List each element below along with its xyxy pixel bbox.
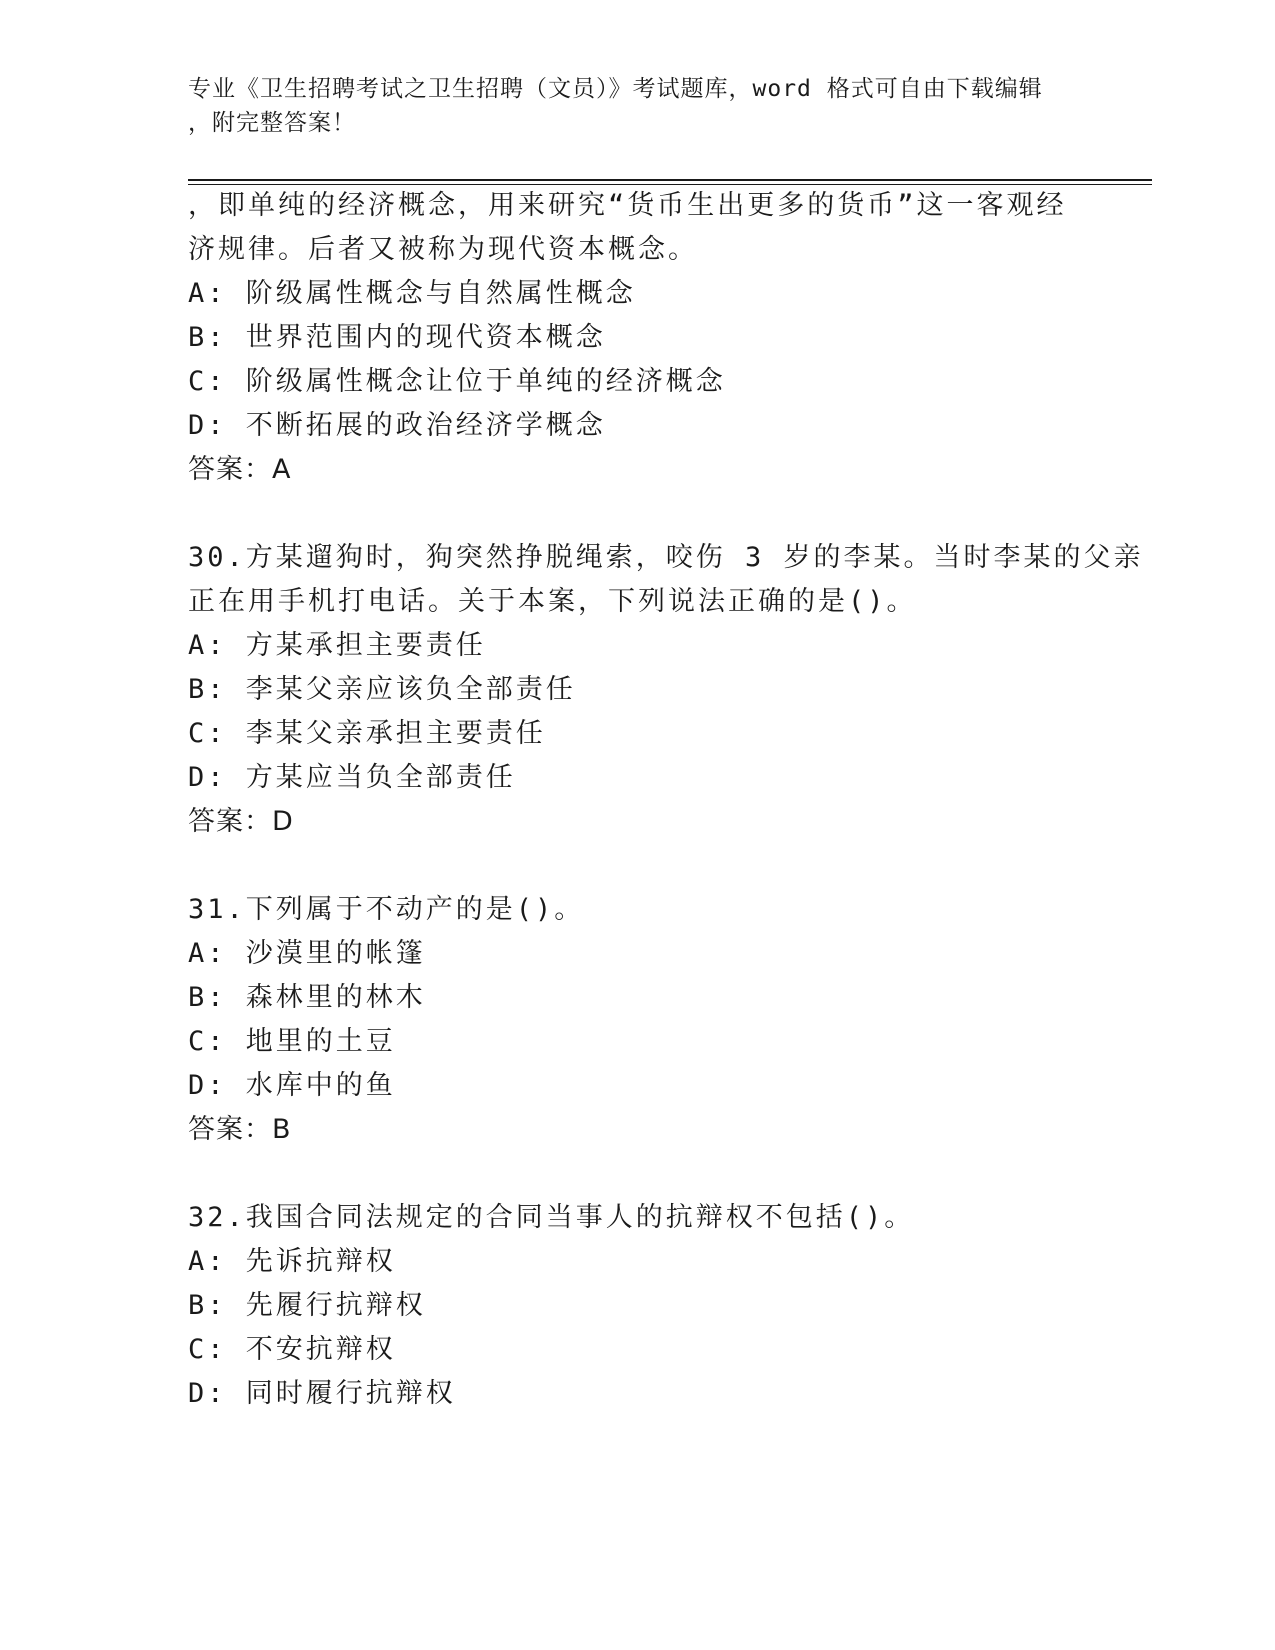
question-31-option-d: D: 水库中的鱼 — [188, 1070, 396, 1101]
question-30-answer: 答案：D — [188, 806, 294, 837]
question-29-option-a: A: 阶级属性概念与自然属性概念 — [188, 278, 636, 309]
question-30-option-c: C: 李某父亲承担主要责任 — [188, 718, 546, 749]
question-29-option-c: C: 阶级属性概念让位于单纯的经济概念 — [188, 366, 726, 397]
question-31-option-b: B: 森林里的林木 — [188, 982, 426, 1013]
question-29-text-line-1: ，即单纯的经济概念，用来研究“货币生出更多的货币”这一客观经 — [188, 190, 1067, 221]
question-30-option-b: B: 李某父亲应该负全部责任 — [188, 674, 576, 705]
question-32-option-a: A: 先诉抗辩权 — [188, 1246, 396, 1277]
question-30-stem-line-2: 正在用手机打电话。关于本案，下列说法正确的是()。 — [188, 586, 917, 617]
question-30-option-a: A: 方某承担主要责任 — [188, 630, 486, 661]
question-29-answer: 答案：A — [188, 454, 292, 485]
question-29-option-b: B: 世界范围内的现代资本概念 — [188, 322, 606, 353]
question-32-option-d: D: 同时履行抗辩权 — [188, 1378, 456, 1409]
question-30-option-d: D: 方某应当负全部责任 — [188, 762, 516, 793]
question-31-answer: 答案：B — [188, 1114, 292, 1145]
question-30-stem-line-1: 30.方某遛狗时，狗突然挣脱绳索，咬伤 3 岁的李某。当时李某的父亲 — [188, 542, 1144, 573]
question-29-option-d: D: 不断拓展的政治经济学概念 — [188, 410, 606, 441]
question-31-option-a: A: 沙漠里的帐篷 — [188, 938, 426, 969]
question-29-text-line-2: 济规律。后者又被称为现代资本概念。 — [188, 234, 698, 265]
header-line-1: 专业《卫生招聘考试之卫生招聘（文员）》考试题库，word 格式可自由下载编辑 — [188, 76, 1043, 102]
question-32-option-b: B: 先履行抗辩权 — [188, 1290, 426, 1321]
document-header — [188, 72, 1088, 140]
question-31-option-c: C: 地里的土豆 — [188, 1026, 396, 1057]
question-32-stem-line-1: 32.我国合同法规定的合同当事人的抗辩权不包括()。 — [188, 1202, 915, 1233]
header-line-2: ，附完整答案！ — [188, 110, 356, 136]
question-32-option-c: C: 不安抗辩权 — [188, 1334, 396, 1365]
question-31-stem-line-1: 31.下列属于不动产的是()。 — [188, 894, 585, 925]
